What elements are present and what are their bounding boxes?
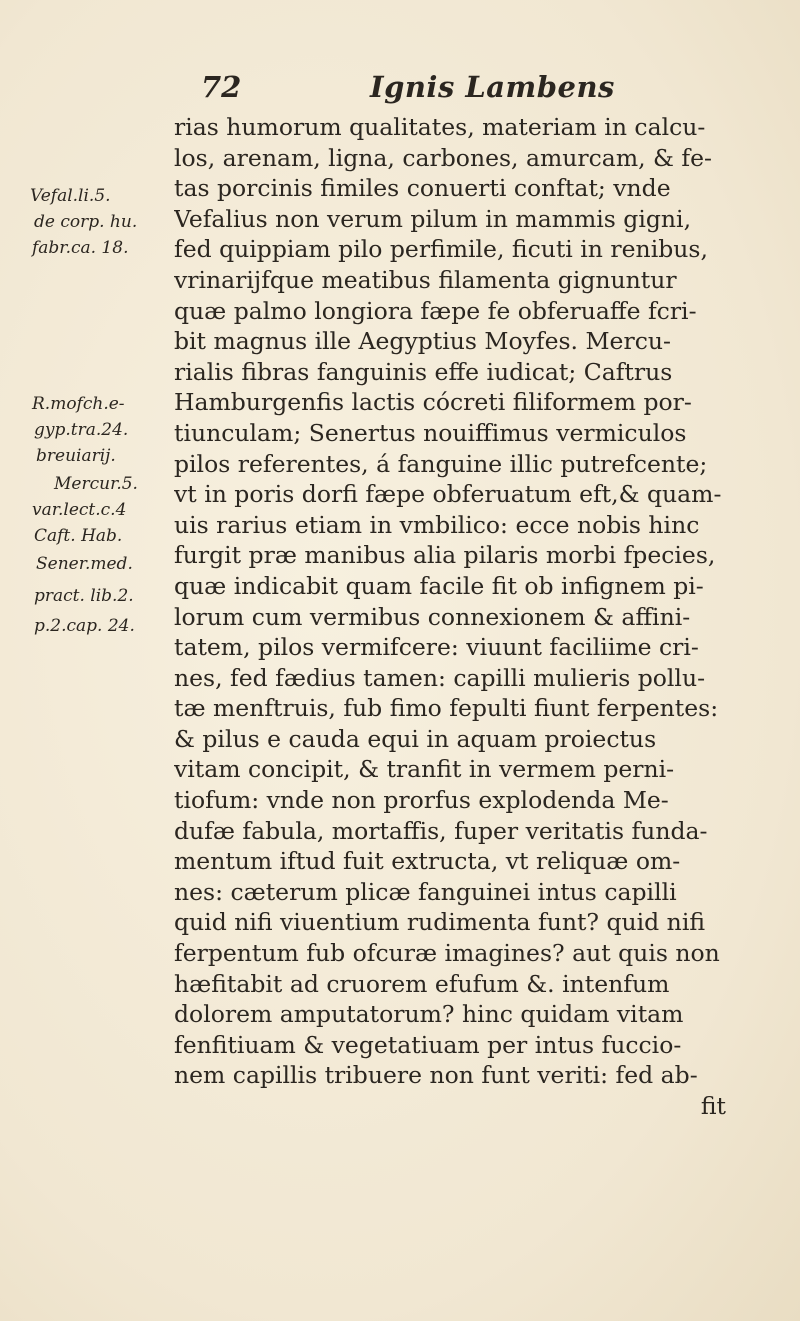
text-line: tatem, pilos vermifcere: viuunt faciliime cri- xyxy=(174,633,699,662)
text-line: rias humorum qualitates, materiam in calcu- xyxy=(174,113,706,141)
margin-note-line: p.2.cap. 24. xyxy=(34,616,135,636)
text-line: tas porcinis fimiles conuerti conftat; vnde xyxy=(174,174,671,203)
page-number: 72 xyxy=(201,70,242,104)
catchword: fit xyxy=(700,1092,726,1120)
text-line: mentum iftud fuit extructa, vt reliquæ om- xyxy=(174,847,681,876)
text-line: nes: cæterum plicæ fanguinei intus capilli xyxy=(174,877,677,906)
text-line: los, arenam, ligna, carbones, amurcam, & fe- xyxy=(174,143,712,172)
margin-note-line: de corp. hu. xyxy=(34,212,138,232)
margin-note-line: Mercur.5. xyxy=(54,474,138,494)
text-line: vt in poris dorfi fæpe obferuatum eft,& quam- xyxy=(174,480,722,509)
text-line: tiofum: vnde non prorfus explodenda Me- xyxy=(174,786,669,815)
margin-note-line: breuiarij. xyxy=(36,446,116,466)
running-title: Ignis Lambens xyxy=(370,70,615,104)
margin-note-line: Caft. Hab. xyxy=(34,526,123,546)
text-line: quæ indicabit quam facile fit ob infignem pi- xyxy=(174,571,704,600)
margin-note-line: fabr.ca. 18. xyxy=(32,238,129,258)
text-line: uis rarius etiam in vmbilico: ecce nobis hinc xyxy=(174,510,700,539)
text-line: fenfitiuam & vegetatiuam per intus fuccio- xyxy=(174,1030,682,1059)
margin-note-line: Vefal.li.5. xyxy=(30,186,111,206)
text-line: bit magnus ille Aegyptius Moyfes. Mercu- xyxy=(174,327,671,356)
text-line: nes, fed fædius tamen: capilli mulieris pollu- xyxy=(174,663,706,692)
text-line: lorum cum vermibus connexionem & affini- xyxy=(174,602,691,631)
text-line: pilos referentes, á fanguine illic putrefcente; xyxy=(174,449,708,478)
text-line: ferpentum fub ofcuræ imagines? aut quis non xyxy=(174,939,720,968)
text-line: tæ menftruis, fub fimo fepulti fiunt ferpentes: xyxy=(174,694,719,723)
text-line: furgit præ manibus alia pilaris morbi fpecies, xyxy=(174,541,716,570)
text-line: Hamburgenfis lactis cócreti filiformem por- xyxy=(174,388,692,417)
text-line: fed quippiam pilo perfimile, ficuti in renibus, xyxy=(174,235,708,264)
text-line: dufæ fabula, mortaffis, fuper veritatis funda- xyxy=(174,816,708,845)
text-line: quid nifi viuentium rudimenta funt? quid nifi xyxy=(174,908,706,937)
margin-note-line: Sener.med. xyxy=(36,554,133,574)
margin-note-line: gyp.tra.24. xyxy=(34,420,129,440)
text-line: nem capillis tribuere non funt veriti: fed ab- xyxy=(174,1061,698,1090)
text-line: dolorem amputatorum? hinc quidam vitam xyxy=(174,1000,684,1029)
text-line: tiunculam; Senertus nouiffimus vermiculos xyxy=(174,418,687,447)
text-line: hæfitabit ad cruorem efufum &. intenfum xyxy=(174,969,670,998)
text-line: vitam concipit, & tranfit in vermem perni- xyxy=(174,755,675,784)
body-text xyxy=(174,112,774,1122)
text-line: Vefalius non verum pilum in mammis gigni, xyxy=(174,204,692,233)
text-line: rialis fibras fanguinis effe iudicat; Caftrus xyxy=(174,357,673,386)
margin-note-line: pract. lib.2. xyxy=(34,586,134,606)
margin-note-line: var.lect.c.4 xyxy=(32,500,127,520)
margin-note-line: R.mofch.e- xyxy=(32,394,125,414)
text-line: & pilus e cauda equi in aquam proiectus xyxy=(174,724,657,753)
text-line: vrinarijfque meatibus filamenta gignuntur xyxy=(174,265,677,294)
text-line: quæ palmo longiora fæpe fe obferuaffe fcri- xyxy=(174,296,697,325)
running-head xyxy=(195,70,655,106)
